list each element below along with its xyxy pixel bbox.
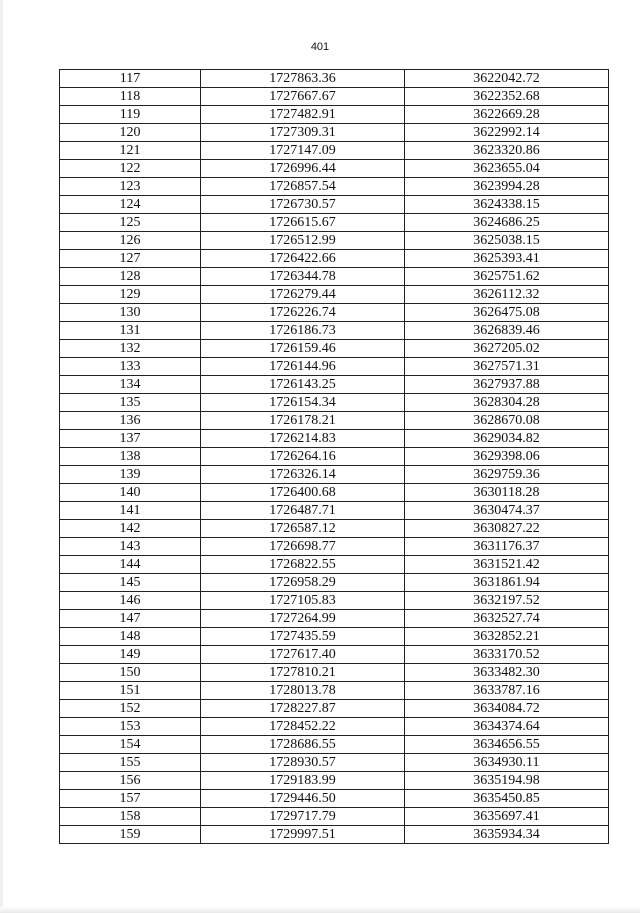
x-coordinate-cell: 1729183.99 [201,772,405,790]
table-row [60,466,609,484]
table-row [60,70,609,88]
x-coordinate-cell: 1727147.09 [201,142,405,160]
y-coordinate-cell: 3635194.98 [405,772,609,790]
point-number-cell: 122 [60,160,201,178]
y-coordinate-cell: 3634374.64 [405,718,609,736]
x-coordinate-cell: 1726587.12 [201,520,405,538]
x-coordinate-cell: 1726279.44 [201,286,405,304]
y-coordinate-cell: 3622042.72 [405,70,609,88]
table-row [60,88,609,106]
point-number-cell: 150 [60,664,201,682]
point-number-cell: 140 [60,484,201,502]
x-coordinate-cell: 1726996.44 [201,160,405,178]
x-coordinate-cell: 1729717.79 [201,808,405,826]
point-number-cell: 127 [60,250,201,268]
table-row [60,430,609,448]
y-coordinate-cell: 3633170.52 [405,646,609,664]
y-coordinate-cell: 3625751.62 [405,268,609,286]
point-number-cell: 131 [60,322,201,340]
point-number-cell: 143 [60,538,201,556]
y-coordinate-cell: 3632852.21 [405,628,609,646]
point-number-cell: 120 [60,124,201,142]
x-coordinate-cell: 1726264.16 [201,448,405,466]
point-number-cell: 149 [60,646,201,664]
y-coordinate-cell: 3622992.14 [405,124,609,142]
table-row [60,574,609,592]
x-coordinate-cell: 1726178.21 [201,412,405,430]
y-coordinate-cell: 3629034.82 [405,430,609,448]
point-number-cell: 145 [60,574,201,592]
table-row [60,196,609,214]
coordinate-table-body [60,70,609,844]
x-coordinate-cell: 1726226.74 [201,304,405,322]
table-row [60,646,609,664]
point-number-cell: 159 [60,826,201,844]
x-coordinate-cell: 1729997.51 [201,826,405,844]
x-coordinate-cell: 1728930.57 [201,754,405,772]
point-number-cell: 151 [60,682,201,700]
point-number-cell: 132 [60,340,201,358]
y-coordinate-cell: 3623655.04 [405,160,609,178]
x-coordinate-cell: 1727667.67 [201,88,405,106]
y-coordinate-cell: 3623320.86 [405,142,609,160]
y-coordinate-cell: 3627571.31 [405,358,609,376]
table-row [60,628,609,646]
y-coordinate-cell: 3624686.25 [405,214,609,232]
table-row [60,556,609,574]
x-coordinate-cell: 1726214.83 [201,430,405,448]
table-row [60,808,609,826]
point-number-cell: 137 [60,430,201,448]
table-row [60,358,609,376]
x-coordinate-cell: 1727435.59 [201,628,405,646]
y-coordinate-cell: 3622352.68 [405,88,609,106]
point-number-cell: 141 [60,502,201,520]
x-coordinate-cell: 1726730.57 [201,196,405,214]
x-coordinate-cell: 1726822.55 [201,556,405,574]
x-coordinate-cell: 1726615.67 [201,214,405,232]
y-coordinate-cell: 3631861.94 [405,574,609,592]
y-coordinate-cell: 3626112.32 [405,286,609,304]
table-row [60,610,609,628]
table-row [60,304,609,322]
point-number-cell: 129 [60,286,201,304]
x-coordinate-cell: 1726154.34 [201,394,405,412]
table-row [60,502,609,520]
point-number-cell: 147 [60,610,201,628]
table-row [60,106,609,124]
y-coordinate-cell: 3631176.37 [405,538,609,556]
x-coordinate-cell: 1728686.55 [201,736,405,754]
y-coordinate-cell: 3630118.28 [405,484,609,502]
table-row [60,340,609,358]
y-coordinate-cell: 3635450.85 [405,790,609,808]
scan-edge-bottom [0,907,640,913]
point-number-cell: 148 [60,628,201,646]
table-row [60,664,609,682]
point-number-cell: 157 [60,790,201,808]
y-coordinate-cell: 3630827.22 [405,520,609,538]
point-number-cell: 158 [60,808,201,826]
y-coordinate-cell: 3625393.41 [405,250,609,268]
coordinate-table-container [59,69,608,844]
point-number-cell: 155 [60,754,201,772]
table-row [60,178,609,196]
y-coordinate-cell: 3623994.28 [405,178,609,196]
y-coordinate-cell: 3635697.41 [405,808,609,826]
point-number-cell: 130 [60,304,201,322]
y-coordinate-cell: 3633482.30 [405,664,609,682]
table-row [60,286,609,304]
table-row [60,448,609,466]
y-coordinate-cell: 3626839.46 [405,322,609,340]
x-coordinate-cell: 1726143.25 [201,376,405,394]
point-number-cell: 142 [60,520,201,538]
point-number-cell: 152 [60,700,201,718]
y-coordinate-cell: 3625038.15 [405,232,609,250]
y-coordinate-cell: 3631521.42 [405,556,609,574]
x-coordinate-cell: 1727810.21 [201,664,405,682]
table-row [60,754,609,772]
x-coordinate-cell: 1726512.99 [201,232,405,250]
x-coordinate-cell: 1727309.31 [201,124,405,142]
table-row [60,322,609,340]
point-number-cell: 156 [60,772,201,790]
y-coordinate-cell: 3634930.11 [405,754,609,772]
x-coordinate-cell: 1726159.46 [201,340,405,358]
x-coordinate-cell: 1728452.22 [201,718,405,736]
table-row [60,376,609,394]
y-coordinate-cell: 3635934.34 [405,826,609,844]
point-number-cell: 154 [60,736,201,754]
y-coordinate-cell: 3627937.88 [405,376,609,394]
y-coordinate-cell: 3622669.28 [405,106,609,124]
x-coordinate-cell: 1726144.96 [201,358,405,376]
y-coordinate-cell: 3634084.72 [405,700,609,718]
y-coordinate-cell: 3634656.55 [405,736,609,754]
point-number-cell: 153 [60,718,201,736]
point-number-cell: 125 [60,214,201,232]
point-number-cell: 126 [60,232,201,250]
table-row [60,250,609,268]
x-coordinate-cell: 1726698.77 [201,538,405,556]
x-coordinate-cell: 1726857.54 [201,178,405,196]
table-row [60,538,609,556]
x-coordinate-cell: 1726422.66 [201,250,405,268]
x-coordinate-cell: 1727105.83 [201,592,405,610]
point-number-cell: 133 [60,358,201,376]
table-row [60,124,609,142]
table-row [60,826,609,844]
y-coordinate-cell: 3626475.08 [405,304,609,322]
table-row [60,592,609,610]
table-row [60,520,609,538]
y-coordinate-cell: 3630474.37 [405,502,609,520]
point-number-cell: 117 [60,70,201,88]
y-coordinate-cell: 3633787.16 [405,682,609,700]
point-number-cell: 136 [60,412,201,430]
y-coordinate-cell: 3632527.74 [405,610,609,628]
point-number-cell: 144 [60,556,201,574]
y-coordinate-cell: 3624338.15 [405,196,609,214]
x-coordinate-cell: 1727863.36 [201,70,405,88]
x-coordinate-cell: 1726326.14 [201,466,405,484]
y-coordinate-cell: 3627205.02 [405,340,609,358]
table-row [60,682,609,700]
x-coordinate-cell: 1726958.29 [201,574,405,592]
point-number-cell: 146 [60,592,201,610]
point-number-cell: 121 [60,142,201,160]
table-row [60,394,609,412]
point-number-cell: 139 [60,466,201,484]
x-coordinate-cell: 1727482.91 [201,106,405,124]
table-row [60,160,609,178]
y-coordinate-cell: 3632197.52 [405,592,609,610]
x-coordinate-cell: 1726487.71 [201,502,405,520]
x-coordinate-cell: 1728013.78 [201,682,405,700]
y-coordinate-cell: 3628670.08 [405,412,609,430]
table-row [60,790,609,808]
point-number-cell: 123 [60,178,201,196]
x-coordinate-cell: 1726400.68 [201,484,405,502]
point-number-cell: 119 [60,106,201,124]
point-number-cell: 138 [60,448,201,466]
table-row [60,484,609,502]
x-coordinate-cell: 1728227.87 [201,700,405,718]
table-row [60,268,609,286]
table-row [60,232,609,250]
y-coordinate-cell: 3629759.36 [405,466,609,484]
x-coordinate-cell: 1727264.99 [201,610,405,628]
table-row [60,412,609,430]
table-row [60,736,609,754]
scan-edge-left [0,0,3,913]
table-row [60,142,609,160]
point-number-cell: 134 [60,376,201,394]
point-number-cell: 135 [60,394,201,412]
table-row [60,700,609,718]
point-number-cell: 118 [60,88,201,106]
x-coordinate-cell: 1727617.40 [201,646,405,664]
page-number: 401 [310,41,330,53]
table-row [60,214,609,232]
table-row [60,772,609,790]
x-coordinate-cell: 1726344.78 [201,268,405,286]
coordinate-table [59,69,609,844]
x-coordinate-cell: 1729446.50 [201,790,405,808]
y-coordinate-cell: 3629398.06 [405,448,609,466]
table-row [60,718,609,736]
point-number-cell: 124 [60,196,201,214]
point-number-cell: 128 [60,268,201,286]
y-coordinate-cell: 3628304.28 [405,394,609,412]
x-coordinate-cell: 1726186.73 [201,322,405,340]
